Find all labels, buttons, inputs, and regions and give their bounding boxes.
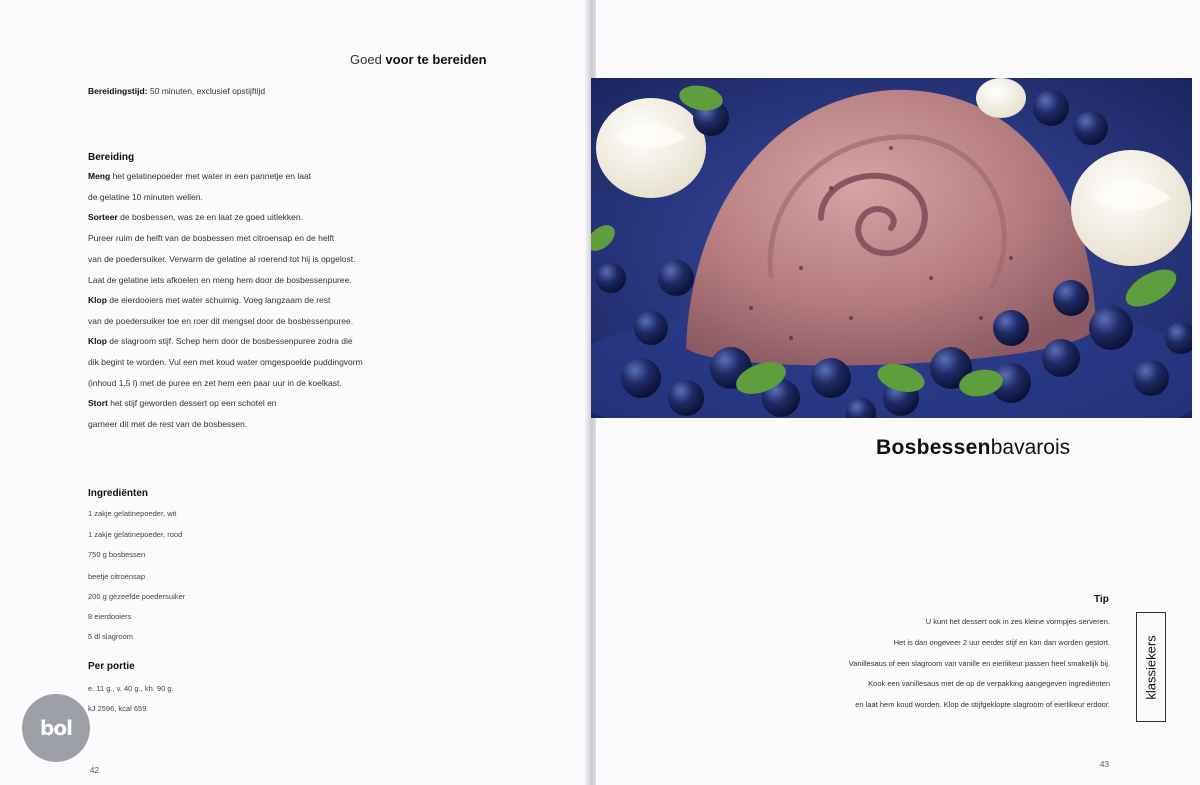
ingredient-item: 200 g gezeefde poedersuiker: [88, 592, 186, 601]
tip-line: U kunt het dessert ook in zes kleine vormpjes serveren.: [925, 617, 1110, 626]
ingredients-heading: Ingrediënten: [88, 488, 149, 499]
step-line: dik begint te worden. Vul een met koud water omgespoelde puddingvorm: [88, 357, 363, 367]
page-number-right: 43: [1100, 760, 1109, 769]
step-line: Stort het stijf geworden dessert op een schotel en: [88, 398, 277, 408]
tip-line: Vanillesaus of een slagroom van vanille en eierlikeur passen heel smakelijk bij.: [848, 659, 1110, 668]
tip-heading: Tip: [1094, 594, 1109, 605]
bol-logo: [22, 694, 90, 762]
step-line: Pureer ruim de helft van de bosbessen met citroensap en de helft: [88, 233, 335, 243]
step-line: Klop de slagroom stijf. Schep hem door de bosbessenpuree zodra die: [88, 336, 353, 346]
ingredient-item: 750 g bosbessen: [88, 550, 146, 559]
bavarois-photo: [591, 78, 1192, 418]
tip-line: en laat hem koud worden. Klop de stijfgeklopte slagroom of eierlikeur erdoor.: [855, 700, 1110, 709]
step-line: Laat de gelatine iets afkoelen en meng hem door de bosbessenpuree.: [88, 275, 352, 285]
ingredient-item: 8 eierdooiers: [88, 612, 132, 621]
nutrition-line: kJ 2596, kcal 659: [88, 704, 147, 713]
section-tab-klassiekers: [1136, 612, 1166, 722]
step-line: van de poedersuiker. Verwarm de gelatine al roerend tot hij is opgelost.: [88, 254, 356, 264]
tip-line: Kook een vanillesaus met de op de verpakking aangegeven ingrediënten: [868, 679, 1110, 688]
ingredient-item: 1 zakje gelatinepoeder, wit: [88, 509, 177, 518]
step-line: garneer dit met de rest van de bosbessen.: [88, 419, 248, 429]
step-line: van de poedersuiker toe en roer dit mengsel door de bosbessenpuree.: [88, 316, 354, 326]
per-portie-heading: Per portie: [88, 661, 135, 672]
left-page: [0, 0, 588, 785]
page-number-left: 42: [90, 766, 99, 775]
step-line: de gelatine 10 minuten wellen.: [88, 192, 203, 202]
step-line: Meng het gelatinepoeder met water in een pannetje en laat: [88, 171, 312, 181]
nutrition-line: e. 11 g., v. 40 g., kh. 90 g.: [88, 684, 174, 693]
section-tab-label: klassiekers: [1143, 634, 1159, 700]
dessert-illustration: [591, 78, 1192, 418]
tip-line: Het is dan ongeveer 2 uur eerder stijf en kan dan worden gestort.: [893, 638, 1110, 647]
ingredient-item: 1 zakje gelatinepoeder, rood: [88, 530, 183, 539]
recipe-title: Bosbessenbavarois: [876, 436, 1071, 459]
step-line: (inhoud 1,5 l) met de puree en zet hem een paar uur in de koelkast.: [88, 378, 342, 388]
ingredient-item: beetje citroensap: [88, 572, 146, 581]
logo-text: bol: [40, 716, 72, 740]
ingredient-item: 5 dl slagroom: [88, 632, 134, 641]
bereiding-heading: Bereiding: [88, 152, 135, 163]
step-line: Klop de eierdooiers met water schuimig. Voeg langzaam de rest: [88, 295, 331, 305]
page-header-tag: Goed voor te bereiden: [350, 52, 487, 67]
step-line: Sorteer de bosbessen, was ze en laat ze goed uitlekken.: [88, 212, 303, 222]
prep-time: Bereidingstijd: 50 minuten, exclusief opstijftijd: [88, 86, 266, 96]
